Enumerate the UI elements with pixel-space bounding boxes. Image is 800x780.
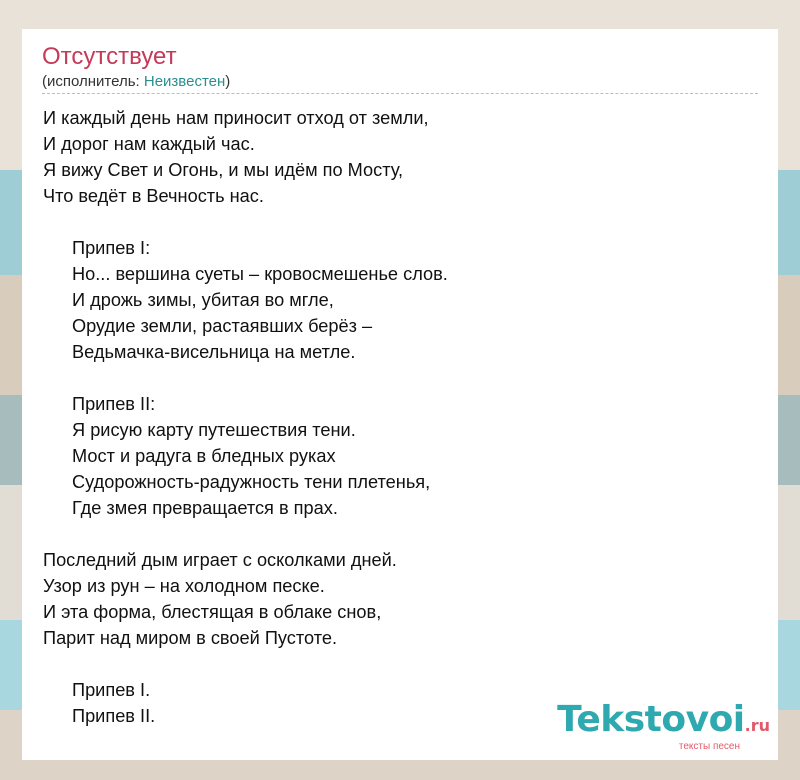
lyric-line: Мост и радуга в бледных руках bbox=[72, 446, 336, 466]
lyric-line: Последний дым играет с осколками дней. bbox=[43, 550, 397, 570]
lyric-line: Ведьмачка-висельница на метле. bbox=[72, 342, 356, 362]
lyric-line: Я вижу Свет и Огонь, и мы идём по Мосту, bbox=[43, 160, 404, 180]
logo-tld: .ru bbox=[744, 716, 770, 735]
lyric-line: И дрожь зимы, убитая во мгле, bbox=[72, 290, 334, 310]
lyric-line: Припев II: bbox=[72, 394, 156, 414]
lyric-line: И дорог нам каждый час. bbox=[43, 134, 255, 154]
stanza-gap bbox=[43, 209, 763, 235]
title-divider bbox=[42, 93, 758, 94]
lyric-line: И эта форма, блестящая в облаке снов, bbox=[43, 602, 382, 622]
site-logo[interactable] bbox=[557, 701, 770, 752]
artist-suffix: ) bbox=[225, 73, 231, 90]
stanza-gap bbox=[43, 521, 763, 547]
song-title: Отсутствует bbox=[42, 43, 177, 70]
lyric-line: Но... вершина суеты – кровосмешенье слов. bbox=[72, 264, 448, 284]
logo-tagline: тексты песен bbox=[678, 741, 740, 752]
logo-name: Tekstovoi bbox=[557, 699, 745, 740]
lyric-line: Узор из рун – на холодном песке. bbox=[43, 576, 325, 596]
lyric-line: Припев II. bbox=[72, 706, 156, 726]
lyric-line: Судорожность-радужность тени плетенья, bbox=[72, 472, 431, 492]
lyric-line: Припев I: bbox=[72, 238, 151, 258]
lyrics-body bbox=[43, 105, 763, 729]
stanza-gap bbox=[43, 651, 763, 677]
artist-link[interactable]: Неизвестен bbox=[143, 73, 226, 90]
lyric-line: Припев I. bbox=[72, 680, 151, 700]
stanza-gap bbox=[43, 365, 763, 391]
artist-line bbox=[42, 73, 230, 90]
lyric-line: Парит над миром в своей Пустоте. bbox=[43, 628, 338, 648]
lyric-line: Что ведёт в Вечность нас. bbox=[43, 186, 264, 206]
lyric-line: И каждый день нам приносит отход от земли, bbox=[43, 108, 429, 128]
lyric-line: Где змея превращается в прах. bbox=[72, 498, 338, 518]
artist-prefix: (исполнитель: bbox=[42, 73, 144, 90]
lyric-line: Орудие земли, растаявших берёз – bbox=[72, 316, 373, 336]
lyrics-card bbox=[22, 29, 778, 760]
lyric-line: Я рисую карту путешествия тени. bbox=[72, 420, 356, 440]
logo-wordmark bbox=[557, 701, 770, 745]
